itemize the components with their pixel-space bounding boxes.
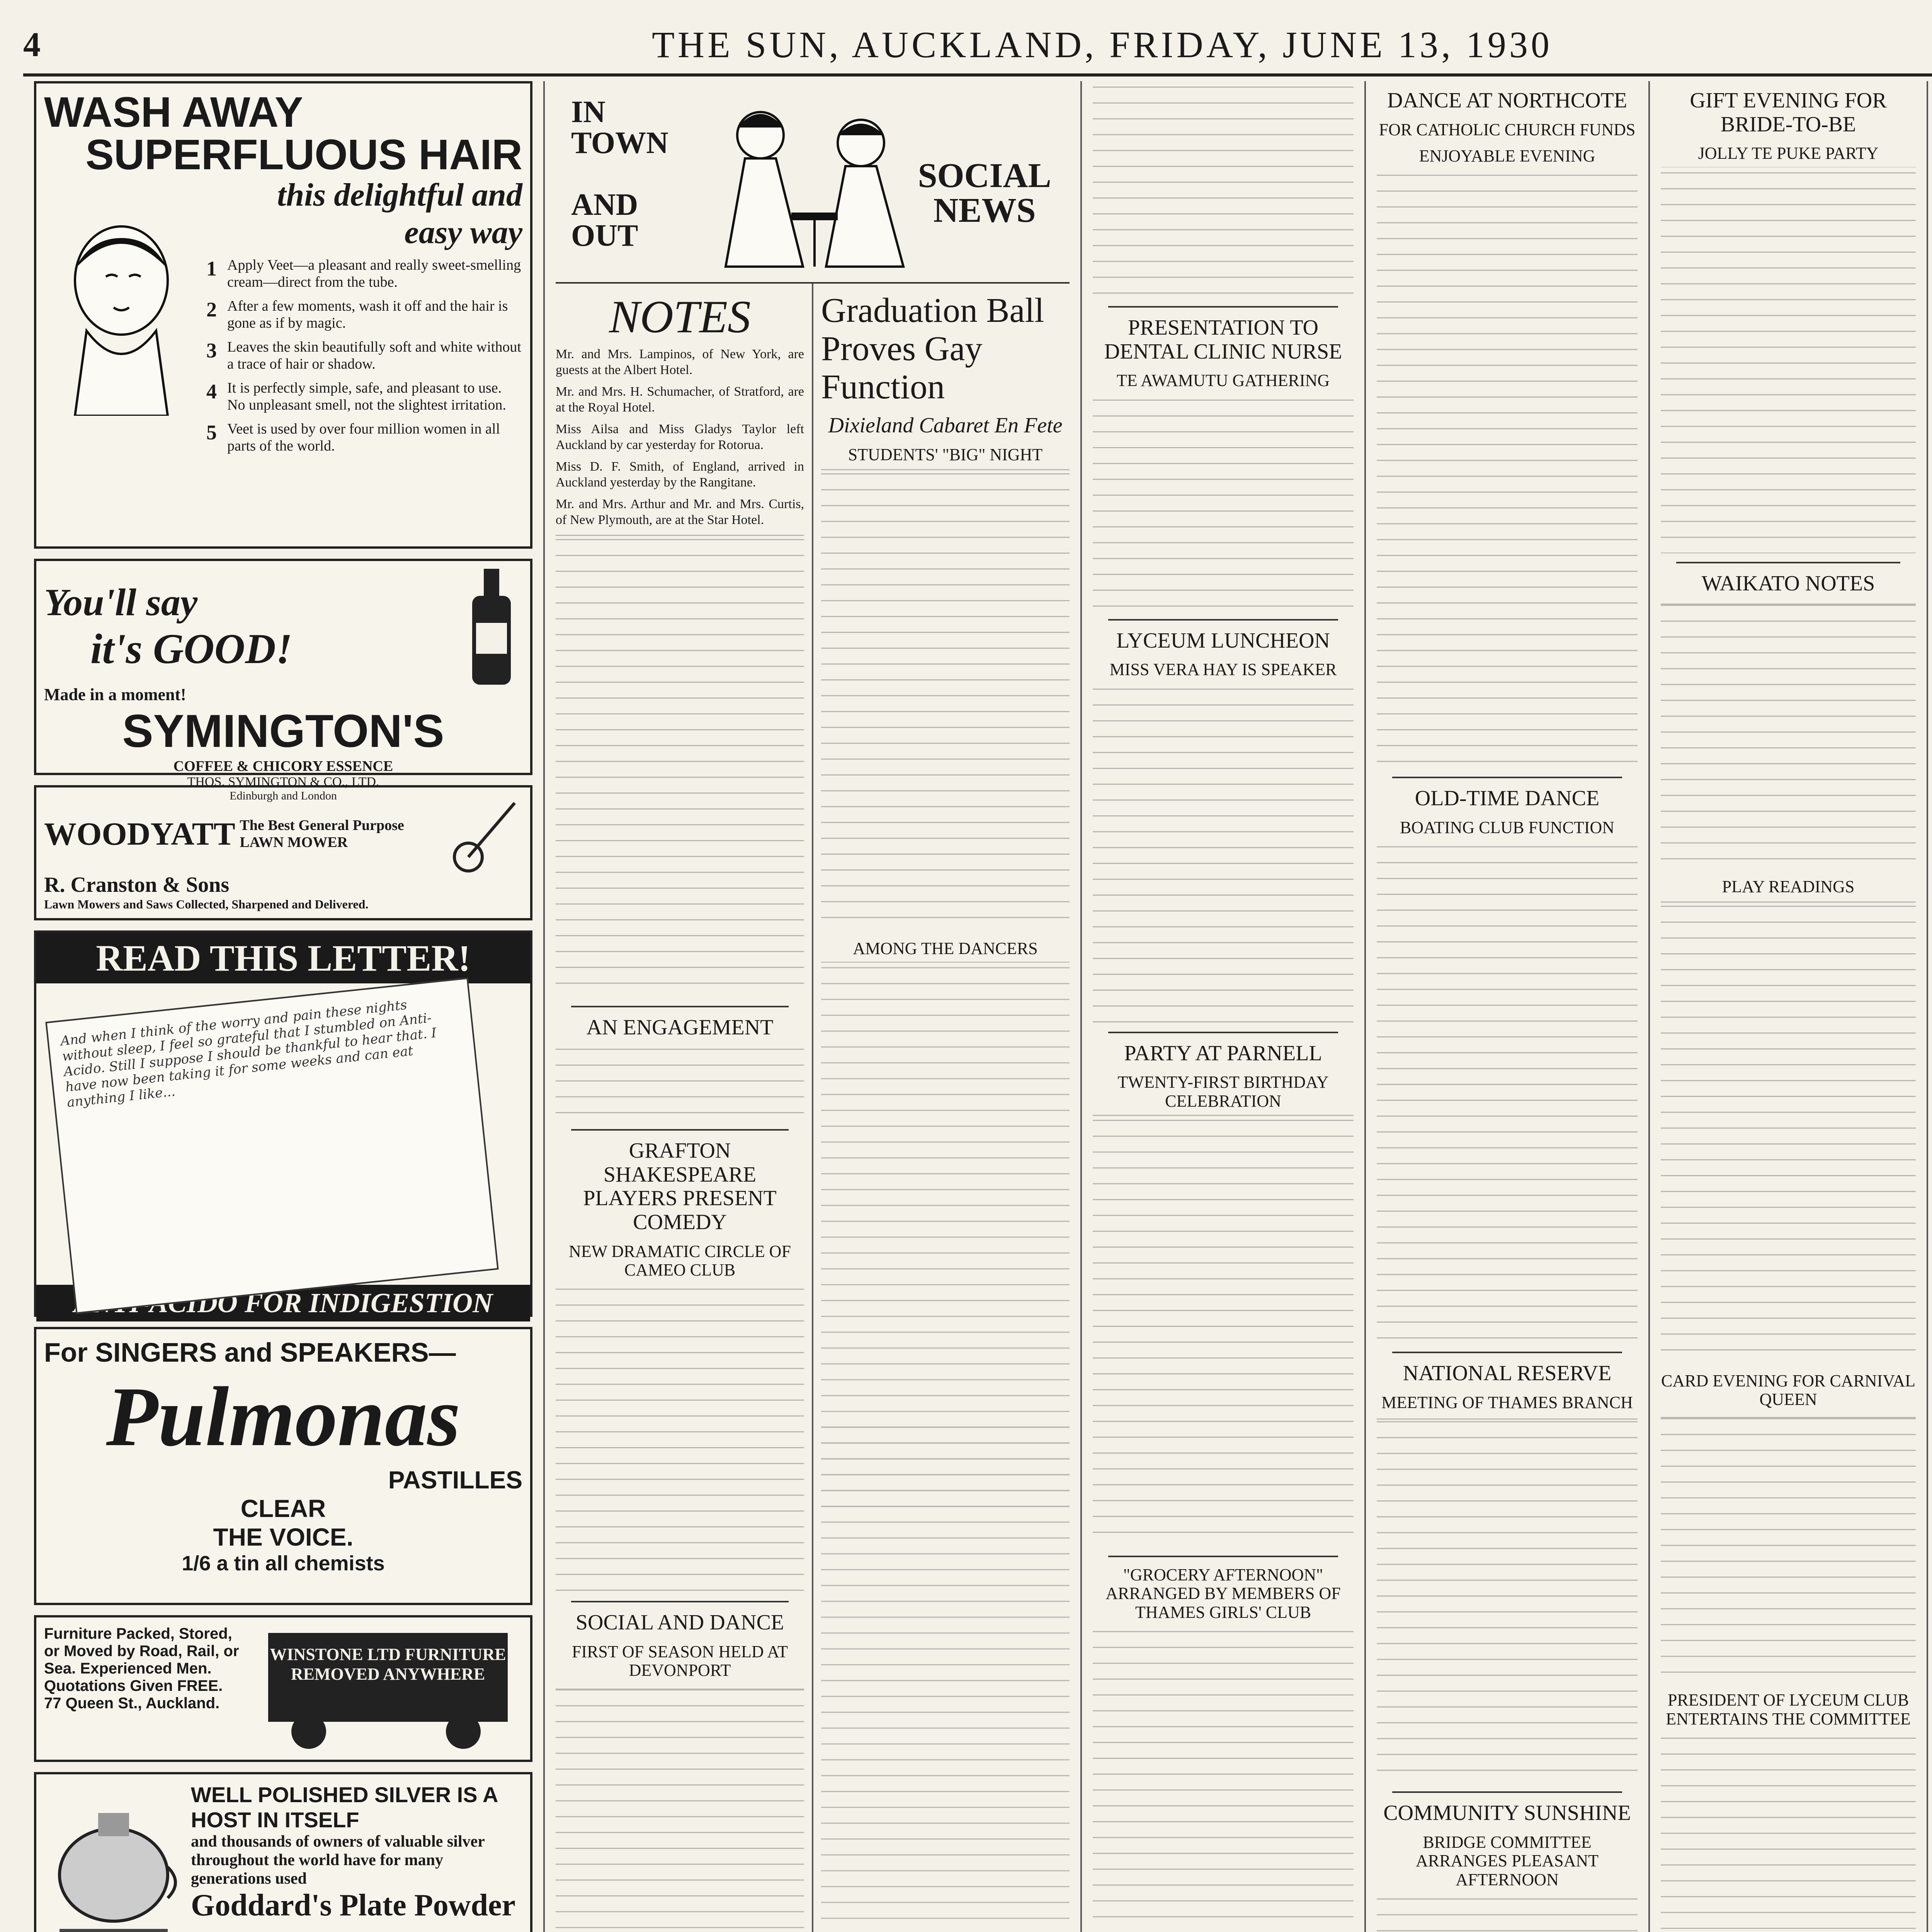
social-columns	[556, 284, 1070, 1932]
symington-made: Made in a moment!	[44, 685, 186, 704]
te-awamutu-title: TE AWAMUTU GATHERING	[1116, 371, 1330, 390]
pulmonas-brand: Pulmonas	[106, 1369, 461, 1464]
play-text-block	[1661, 900, 1916, 1364]
symington-ad	[34, 559, 532, 802]
symington-product: COFFEE & CHICORY ESSENCE	[173, 758, 393, 774]
symington-city: Edinburgh and London	[230, 789, 337, 802]
parnell-title: PARTY AT PARNELL	[1124, 1041, 1322, 1065]
enjoyable-title: ENJOYABLE EVENING	[1419, 146, 1595, 165]
letter-illustration	[36, 983, 530, 1285]
gift-text-block	[1661, 167, 1916, 553]
goddard-headline: WELL POLISHED SILVER IS A HOST IN ITSELF	[191, 1782, 498, 1832]
grocery-text-block	[1093, 1626, 1354, 1932]
graduation-text-block	[821, 468, 1070, 932]
dancers-title: AMONG THE DANCERS	[853, 939, 1038, 958]
veet-steps	[206, 257, 522, 454]
grocery-title: "GROCERY AFTERNOON" ARRANGED BY MEMBERS OF THAMES GIRLS' CLUB	[1105, 1565, 1341, 1622]
graduation-sub: Dixieland Cabaret En Fete	[828, 413, 1063, 437]
masthead	[23, 15, 1932, 77]
lyceum-pres-text-block	[1661, 1732, 1916, 1932]
symington-header	[44, 569, 522, 685]
goddard-text	[191, 1782, 522, 1932]
lawn-mower-icon	[437, 795, 522, 872]
pulmonas-ad	[34, 1327, 532, 1605]
parnell-text-block	[1093, 1114, 1354, 1547]
vera-title: MISS VERA HAY IS SPEAKER	[1109, 660, 1337, 679]
furniture-truck-illustration	[253, 1625, 522, 1752]
social-dance-title: SOCIAL AND DANCE	[575, 1611, 784, 1635]
veet-step: 4 It is perfectly simple, safe, and pleasant to use. No unpleasant smell, not the slightest irritation.	[206, 380, 506, 413]
woodyatt-agents: R. Cranston & Sons	[44, 873, 230, 897]
devonport-text-block	[556, 1684, 804, 1932]
veet-step: 2 After a few moments, wash it off and the hair is gone as if by magic.	[206, 298, 508, 331]
social-col-left	[556, 284, 804, 1932]
veet-tagline-1: this delightful and	[277, 177, 522, 213]
graduation-title: Graduation Ball Proves Gay Function	[821, 291, 1044, 406]
note-item: Mr. and Mrs. H. Schumacher, of Stratford, are at the Royal Hotel.	[556, 384, 804, 415]
continued-text-block	[1093, 81, 1354, 298]
grafton-text-block	[556, 1283, 804, 1592]
column-ads-left	[23, 81, 545, 1932]
birthday-title: TWENTY-FIRST BIRTHDAY CELEBRATION	[1117, 1073, 1329, 1111]
pulmonas-for: For SINGERS and SPEAKERS—	[44, 1337, 456, 1367]
symington-line-2: it's GOOD!	[90, 625, 293, 672]
play-title: PLAY READINGS	[1722, 877, 1855, 896]
reserve-text-block	[1377, 1416, 1638, 1783]
note-item: Miss Ailsa and Miss Gladys Taylor left Auckland by car yesterday for Rotorua.	[556, 422, 804, 452]
oldtime-title: OLD-TIME DANCE	[1415, 786, 1600, 811]
pulmonas-clear: CLEAR	[240, 1495, 326, 1522]
veet-step: 3 Leaves the skin beautifully soft and white without a trace of hair or shadow.	[206, 339, 521, 372]
divider	[1108, 619, 1338, 621]
column-4	[1366, 81, 1650, 1932]
card-queen-text-block	[1661, 1413, 1916, 1683]
presentation-title: PRESENTATION TO DENTAL CLINIC NURSE	[1104, 316, 1342, 364]
social-col-right	[812, 284, 1070, 1932]
note-item: Miss D. F. Smith, of England, arrived in Auckland yesterday by the Rangitane.	[556, 459, 804, 490]
goddard-brand: Goddard's Plate Powder	[191, 1888, 515, 1922]
column-social-news	[545, 81, 1082, 1932]
anti-acido-ad	[34, 930, 532, 1317]
woodyatt-footer: Lawn Mowers and Saws Collected, Sharpened and Delivered.	[44, 897, 369, 911]
column-5	[1650, 81, 1928, 1932]
page-number: 4	[23, 25, 41, 64]
goddard-body: and thousands of owners of valuable silver throughout the world have for many generations used	[191, 1833, 485, 1888]
woodyatt-header	[44, 795, 522, 872]
notes-text-block	[556, 534, 804, 997]
note-item: Mr. and Mrs. Lampinos, of New York, are guests at the Albert Hotel.	[556, 347, 804, 378]
thames-title: MEETING OF THAMES BRANCH	[1381, 1393, 1633, 1412]
waikato-title: WAIKATO NOTES	[1701, 571, 1875, 595]
devonport-title: FIRST OF SEASON HELD AT DEVONPORT	[571, 1642, 788, 1680]
woodyatt-brand: WOODYATT	[44, 816, 235, 852]
northcote-title: DANCE AT NORTHCOTE	[1387, 88, 1627, 112]
sunshine-title: COMMUNITY SUNSHINE	[1383, 1801, 1631, 1825]
goddard-ad	[34, 1772, 532, 1932]
symington-brand: SYMINGTON'S	[122, 705, 444, 757]
veet-tagline-2: easy way	[404, 214, 522, 250]
divider	[571, 1601, 789, 1602]
veet-ad	[34, 81, 532, 549]
lyceum-text-block	[1093, 683, 1354, 1023]
veet-step: 5 Veet is used by over four million women in all parts of the world.	[206, 421, 500, 454]
column-3	[1082, 81, 1366, 1932]
winstone-address: 77 Queen St., Auckland.	[44, 1695, 220, 1712]
winstone-text	[44, 1625, 245, 1752]
veet-step: 1 Apply Veet—a pleasant and really sweet-smelling cream—direct from the tube.	[206, 257, 521, 290]
truck-wheel	[446, 1714, 481, 1749]
engagement-text-block	[556, 1043, 804, 1121]
bridge-title: BRIDGE COMMITTEE ARRANGES PLEASANT AFTERNOON	[1415, 1832, 1599, 1889]
truck-body: WINSTONE LTD FURNITURE REMOVED ANYWHERE	[268, 1633, 508, 1722]
bottle-icon	[461, 569, 522, 685]
tea-party-illustration	[702, 89, 919, 274]
pulmonas-pastilles: PASTILLES	[388, 1466, 522, 1494]
banner-social-news: SOCIAL NEWS	[918, 156, 1051, 230]
lyceum-pres-title: PRESIDENT OF LYCEUM CLUB ENTERTAINS THE COMMITTEE	[1666, 1690, 1911, 1728]
anti-acido-header: READ THIS LETTER!	[36, 933, 530, 983]
woodyatt-ad	[34, 785, 532, 920]
symington-maker: THOS. SYMINGTON & CO., LTD.	[187, 775, 379, 789]
students-title: STUDENTS' "BIG" NIGHT	[848, 445, 1043, 464]
silver-teapot-icon	[44, 1782, 183, 1932]
divider	[1392, 1791, 1622, 1793]
banner-in-town: IN TOWN	[571, 95, 668, 160]
notes-title: NOTES	[609, 291, 751, 342]
pulmonas-price: 1/6 a tin all chemists	[182, 1552, 385, 1575]
catholic-title: FOR CATHOLIC CHURCH FUNDS	[1379, 120, 1636, 139]
anti-acido-footer: ANTI-ACIDO FOR INDIGESTION	[36, 1285, 530, 1321]
woodyatt-tag: The Best General Purpose LAWN MOWER	[240, 817, 404, 850]
waikato-text-block	[1661, 599, 1916, 870]
gift-title: GIFT EVENING FOR BRIDE-TO-BE	[1690, 88, 1887, 136]
boating-text-block	[1377, 841, 1638, 1343]
cameo-title: NEW DRAMATIC CIRCLE OF CAMEO CLUB	[569, 1242, 791, 1280]
column-ads-right	[1928, 81, 1932, 1932]
symington-line-1: You'll say	[44, 581, 198, 624]
divider	[1392, 777, 1622, 778]
jolly-title: JOLLY TE PUKE PARTY	[1698, 144, 1879, 163]
paper-title: THE SUN, AUCKLAND, FRIDAY, JUNE 13, 1930	[652, 24, 1553, 65]
banner-and-out: AND OUT	[571, 188, 638, 253]
truck-wheel	[291, 1714, 326, 1749]
northcote-text-block	[1377, 169, 1638, 768]
veet-headline-2: SUPERFLUOUS HAIR	[85, 131, 522, 179]
woman-portrait-illustration	[52, 215, 191, 416]
winstone-ad	[34, 1615, 532, 1762]
bridge-text-block	[1377, 1893, 1638, 1932]
divider	[1108, 306, 1338, 308]
social-news-banner	[556, 81, 1070, 284]
pulmonas-voice: THE VOICE.	[213, 1523, 354, 1551]
divider	[1392, 1352, 1622, 1353]
grafton-title: GRAFTON SHAKESPEARE PLAYERS PRESENT COMEDY	[583, 1139, 777, 1235]
divider	[571, 1006, 789, 1007]
note-item: Mr. and Mrs. Arthur and Mr. and Mrs. Curtis, of New Plymouth, are at the Star Hotel.	[556, 497, 804, 527]
winstone-body: Furniture Packed, Stored, or Moved by Road, Rail, or Sea. Experienced Men. Quotations Given FREE.	[44, 1625, 239, 1694]
lyceum-title: LYCEUM LUNCHEON	[1116, 628, 1330, 653]
card-queen-title: CARD EVENING FOR CARNIVAL QUEEN	[1661, 1371, 1915, 1409]
presentation-text-block	[1093, 394, 1354, 611]
dancers-text-block	[821, 962, 1070, 1932]
divider	[1108, 1032, 1338, 1033]
veet-headline-1: WASH AWAY	[44, 88, 303, 136]
boating-title: BOATING CLUB FUNCTION	[1400, 818, 1614, 837]
divider	[571, 1129, 789, 1131]
engagement-title: AN ENGAGEMENT	[586, 1015, 774, 1039]
reserve-title: NATIONAL RESERVE	[1403, 1361, 1612, 1386]
divider	[1108, 1556, 1338, 1557]
handwritten-letter: And when I think of the worry and pain these nights without sleep, I feel so grateful that I stumbled on Anti-Acido. Still I suppose I should be thankful to hear that. I have now been taking it for some weeks and can eat anything I like...	[45, 978, 498, 1314]
divider	[1676, 562, 1900, 563]
